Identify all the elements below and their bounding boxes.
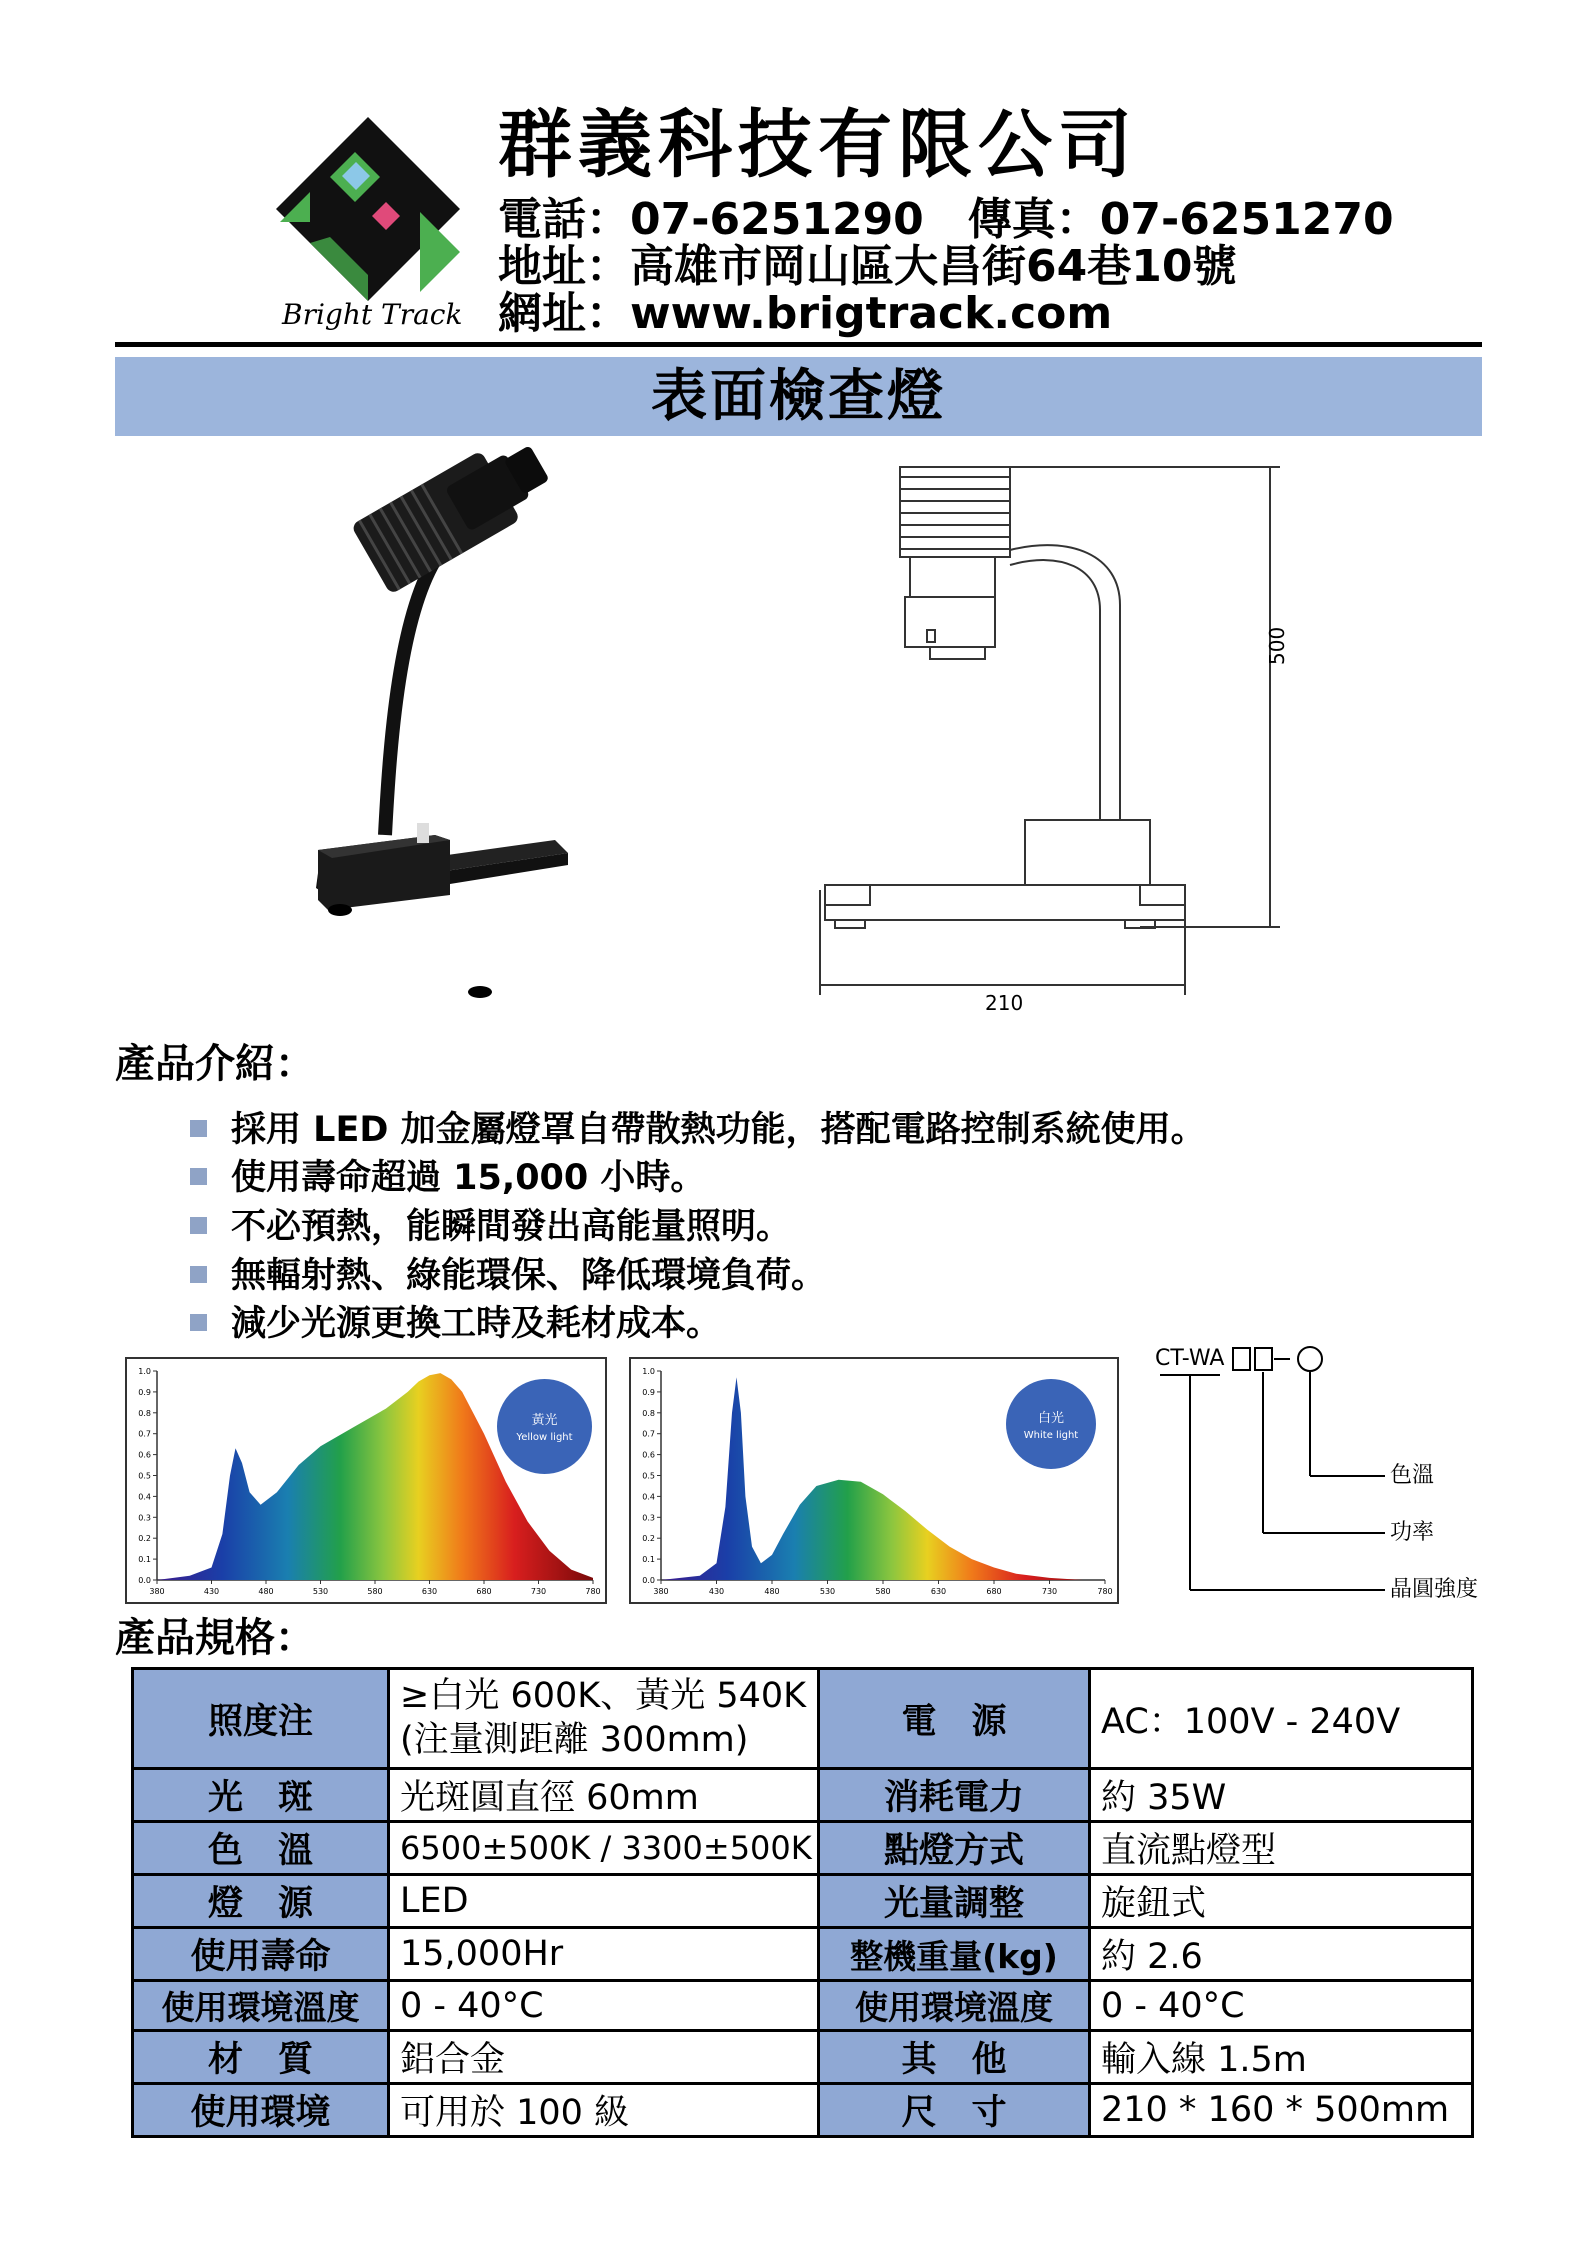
x-tick-label: 580	[875, 1587, 891, 1596]
spec-key: 光 斑	[133, 1769, 389, 1822]
contact-website: 網址：www.brigtrack.com	[498, 288, 1113, 339]
feature-item: 不必預熱，能瞬間發出高能量照明。	[190, 1210, 791, 1245]
spec-value: 15,000Hr	[389, 1928, 819, 1981]
spec-key: 材 質	[133, 2031, 389, 2084]
x-tick-label: 480	[764, 1587, 780, 1596]
feature-item: 無輻射熱、綠能環保、降低環境負荷。	[190, 1259, 826, 1294]
x-tick-label: 730	[530, 1587, 547, 1596]
x-tick-label: 730	[1041, 1587, 1058, 1596]
contact-address: 地址：高雄市岡山區大昌街64巷10號	[498, 241, 1237, 292]
y-tick-label: 0.3	[138, 1513, 151, 1523]
table-row	[133, 1875, 1473, 1928]
spec-value: 約 2.6	[1090, 1928, 1473, 1981]
width-dimension: 210	[985, 991, 1024, 1015]
bullet-icon	[190, 1168, 207, 1185]
x-tick-label: 630	[421, 1587, 438, 1596]
spec-key: 燈 源	[133, 1875, 389, 1928]
code-label-wafer-intensity: 晶圓強度	[1390, 1577, 1479, 1602]
model-code-diagram	[1150, 1340, 1487, 1610]
height-dimension: 500	[1265, 626, 1289, 665]
technical-drawing	[810, 455, 1300, 1020]
x-tick-label: 680	[986, 1587, 1002, 1596]
x-tick-label: 430	[203, 1587, 220, 1596]
header-rule	[115, 342, 1482, 347]
spectrum-chart-white	[629, 1357, 1119, 1604]
y-tick-label: 0.9	[642, 1387, 655, 1397]
spec-value: 鋁合金	[389, 2031, 819, 2084]
spec-value: 210 * 160 * 500mm	[1090, 2084, 1473, 2137]
y-tick-label: 0.2	[138, 1534, 151, 1544]
y-tick-label: 0.1	[138, 1555, 151, 1565]
company-name: 群義科技有限公司	[498, 102, 1138, 188]
legend-label-en: Yellow light	[516, 1432, 573, 1443]
spec-key: 使用環境	[133, 2084, 389, 2137]
x-tick-label: 780	[585, 1587, 601, 1596]
spec-key: 照度注	[133, 1669, 389, 1769]
spec-key: 整機重量(kg)	[819, 1928, 1090, 1981]
y-tick-label: 0.4	[138, 1492, 151, 1502]
spec-key: 點燈方式	[819, 1822, 1090, 1875]
spec-value: 0 - 40°C	[1090, 1981, 1473, 2031]
spec-value: 直流點燈型	[1090, 1822, 1473, 1875]
spec-key: 色 溫	[133, 1822, 389, 1875]
bullet-icon	[190, 1314, 207, 1331]
bullet-icon	[190, 1217, 207, 1234]
spec-value: AC：100V - 240V	[1090, 1669, 1473, 1769]
y-tick-label: 0.6	[138, 1450, 151, 1460]
legend-badge	[497, 1379, 592, 1474]
table-row	[133, 2084, 1473, 2137]
table-row	[133, 1981, 1473, 2031]
x-tick-label: 530	[312, 1587, 329, 1596]
y-tick-label: 0.5	[138, 1471, 151, 1481]
bullet-icon	[190, 1120, 207, 1137]
spec-value: 光斑圓直徑 60mm	[389, 1769, 819, 1822]
product-photo	[300, 440, 680, 1020]
contact-phone-fax: 電話：07-6251290 傳真：07-6251270	[498, 194, 1394, 245]
y-tick-label: 0.6	[642, 1450, 655, 1460]
feature-item: 減少光源更換工時及耗材成本。	[190, 1307, 721, 1342]
x-tick-label: 780	[1097, 1587, 1113, 1596]
table-row	[133, 1669, 1473, 1769]
y-tick-label: 0.8	[138, 1408, 151, 1418]
bullet-icon	[190, 1266, 207, 1283]
page-title: 表面檢查燈	[651, 364, 946, 429]
legend-label-cn: 白光	[1037, 1411, 1064, 1426]
spec-value: 旋鈕式	[1090, 1875, 1473, 1928]
x-tick-label: 380	[149, 1587, 165, 1596]
y-tick-label: 0.1	[642, 1555, 655, 1565]
spec-table	[131, 1667, 1474, 2138]
x-tick-label: 480	[258, 1587, 274, 1596]
logo-text: Bright Track	[282, 298, 463, 331]
spectrum-chart-yellow	[125, 1357, 607, 1604]
spec-value: 約 35W	[1090, 1769, 1473, 1822]
code-label-color-temp: 色溫	[1390, 1463, 1435, 1488]
feature-item: 採用 LED 加金屬燈罩自帶散熱功能，搭配電路控制系統使用。	[190, 1113, 1206, 1148]
company-logo	[270, 112, 480, 337]
spec-key: 其 他	[819, 2031, 1090, 2084]
spec-value: ≥白光 600K、黃光 540K (注量測距離 300mm)	[389, 1669, 819, 1769]
spec-key: 尺 寸	[819, 2084, 1090, 2137]
table-row	[133, 1928, 1473, 1981]
code-label-power: 功率	[1390, 1520, 1435, 1545]
y-tick-label: 1.0	[642, 1367, 655, 1376]
x-tick-label: 530	[819, 1587, 836, 1596]
spec-heading: 產品規格：	[115, 1615, 315, 1661]
y-tick-label: 0.5	[642, 1471, 655, 1481]
spec-value: 6500±500K / 3300±500K	[389, 1822, 819, 1875]
spec-value: 可用於 100 級	[389, 2084, 819, 2137]
x-tick-label: 380	[653, 1587, 669, 1596]
title-bar	[115, 357, 1482, 436]
spec-key: 使用壽命	[133, 1928, 389, 1981]
y-tick-label: 0.4	[642, 1492, 655, 1502]
spec-key: 消耗電力	[819, 1769, 1090, 1822]
y-tick-label: 0.8	[642, 1408, 655, 1418]
y-tick-label: 0.7	[642, 1429, 655, 1439]
y-tick-label: 1.0	[138, 1367, 151, 1376]
spec-value: 輸入線 1.5m	[1090, 2031, 1473, 2084]
spec-value: LED	[389, 1875, 819, 1928]
y-tick-label: 0.9	[138, 1387, 151, 1397]
model-prefix: CT-WA	[1155, 1346, 1225, 1371]
intro-heading: 產品介紹：	[115, 1041, 315, 1087]
spec-value: 0 - 40°C	[389, 1981, 819, 2031]
y-tick-label: 0.2	[642, 1534, 655, 1544]
y-tick-label: 0.7	[138, 1429, 151, 1439]
legend-label-en: White light	[1023, 1430, 1079, 1441]
spec-key: 電 源	[819, 1669, 1090, 1769]
y-tick-label: 0.3	[642, 1513, 655, 1523]
table-row	[133, 1769, 1473, 1822]
y-tick-label: 0.0	[642, 1576, 655, 1585]
legend-label-cn: 黃光	[531, 1413, 558, 1428]
x-tick-label: 580	[367, 1587, 383, 1596]
table-row	[133, 1822, 1473, 1875]
y-tick-label: 0.0	[138, 1576, 151, 1585]
legend-badge	[1006, 1379, 1096, 1469]
spec-key: 使用環境溫度	[133, 1981, 389, 2031]
x-tick-label: 680	[476, 1587, 492, 1596]
spec-key: 使用環境溫度	[819, 1981, 1090, 2031]
x-tick-label: 430	[708, 1587, 725, 1596]
x-tick-label: 630	[930, 1587, 947, 1596]
table-row	[133, 2031, 1473, 2084]
spec-key: 光量調整	[819, 1875, 1090, 1928]
feature-item: 使用壽命超過 15,000 小時。	[190, 1161, 705, 1196]
